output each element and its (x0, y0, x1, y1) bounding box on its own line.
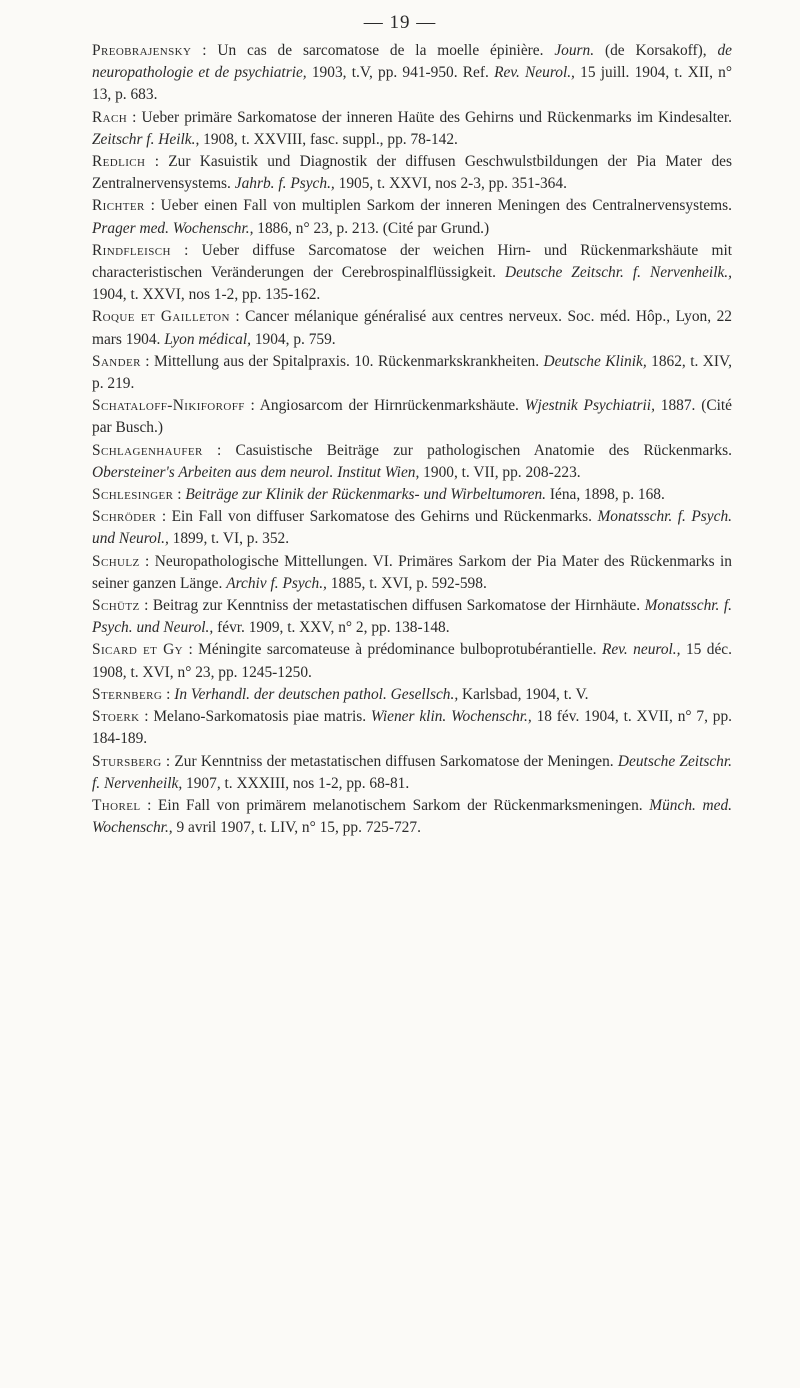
bibliography-entry (92, 151, 732, 195)
entry-text: 1907, t. XXXIII, nos 1-2, pp. 68-81. (182, 774, 410, 792)
entry-author: Richter (92, 197, 145, 215)
entry-text: : Neuropathologische Mittellungen. VI. Primäres Sarkom der Pia Mater des Rückenmarks in seiner ganzen Länge. (92, 552, 732, 592)
entry-author: Stursberg (92, 752, 162, 770)
entry-author: Stoerk (92, 708, 140, 726)
entry-author: Schröder (92, 508, 157, 526)
entry-journal: Archiv f. Psych., (226, 574, 327, 592)
bibliography-entry (92, 795, 732, 839)
entry-journal: Deutsche Zeitschr. f. Nervenheilk., (505, 264, 732, 282)
entry-text: 18 fév. 1904, t. XVII, n° 7, pp. 184-189. (92, 708, 732, 748)
entry-text: févr. 1909, t. XXV, n° 2, pp. 138-148. (213, 619, 450, 637)
entry-text: : Casuistische Beiträge zur pathologischen Anatomie des Rückenmarks. (202, 441, 732, 459)
entry-text: : Ein Fall von primärem melanotischem Sarkom der Rückenmarksmeningen. (140, 796, 650, 814)
entry-journal: Zeitschr f. Heilk., (92, 130, 200, 148)
entry-journal: Monatsschr. f. Psych. und Neurol., (92, 508, 733, 548)
entry-journal: Lyon médical, (164, 330, 251, 348)
page-number: — 19 — (363, 12, 437, 33)
entry-author: Thorel (92, 796, 141, 814)
bibliography-entry (92, 395, 732, 439)
entry-text: 15 juill. 1904, t. XII, n° 13, p. 683. (92, 64, 732, 104)
entry-text: : Mittellung aus der Spitalpraxis. 10. Rückenmarkskrankheiten. (140, 352, 544, 370)
entry-text: 1886, n° 23, p. 213. (Cité par Grund.) (253, 219, 490, 237)
entry-text: : Méningite sarcomateuse à prédominance bulboprotubérantielle. (183, 641, 602, 659)
entry-text: 1908, t. XXVIII, fasc. suppl., pp. 78-142. (199, 130, 458, 148)
entry-text: : Zur Kasuistik und Diagnostik der diffusen Geschwulstbildungen der Pia Mater des Zentralnervensystems. (92, 153, 732, 193)
bibliography-entry (92, 40, 732, 107)
bibliography-entry (92, 595, 732, 639)
entry-text: 1887. (Cité par Busch.) (92, 397, 732, 437)
entry-journal: Monatsschr. f. Psych. und Neurol., (92, 597, 732, 637)
entry-text: (de Korsakoff), (594, 42, 718, 59)
entry-text: : Un cas de sarcomatose de la moelle épinière. (191, 42, 555, 59)
entry-text: 1900, t. VII, pp. 208-223. (419, 463, 581, 481)
entry-text: 15 déc. 1908, t. XVI, n° 23, pp. 1245-1250. (92, 641, 732, 681)
bibliography-entry (92, 440, 732, 484)
entry-text: 1904, p. 759. (251, 330, 336, 348)
bibliography-entry (92, 551, 732, 595)
entry-journal: Deutsche Klinik, (543, 352, 647, 370)
entry-text: 1904, t. XXVI, nos 1-2, pp. 135-162. (92, 286, 321, 304)
entry-text: : (162, 685, 175, 703)
entry-text: 1885, t. XVI, p. 592-598. (326, 574, 487, 592)
entry-author: Sander (92, 352, 141, 370)
entry-author: Schataloff-Nikiforoff (92, 397, 245, 415)
bibliography-list (92, 40, 732, 839)
entry-journal: Deutsche Zeitschr. f. Nervenheilk, (92, 752, 732, 792)
entry-text: : Ueber primäre Sarkomatose der inneren Haüte des Gehirns und Rückenmarks im Kindesalter. (127, 108, 732, 126)
entry-text: : Cancer mélanique généralisé aux centres nerveux. Soc. méd. Hôp., Lyon, 22 mars 1904. (92, 308, 732, 348)
entry-journal: de neuropathologie et de psychiatrie, (92, 42, 732, 82)
entry-author: Schulz (92, 552, 140, 570)
bibliography-entry (92, 351, 732, 395)
entry-text: : Ueber diffuse Sarcomatose der weichen Hirn- und Rückenmarkshäute mit characteristischen Veränderungen der Cerebrospinalflüssigkeit. (92, 241, 732, 282)
entry-journal: Wjestnik Psychiatrii, (524, 397, 655, 415)
entry-text: : Melano-Sarkomatosis piae matris. (139, 708, 371, 726)
entry-author: Schlagenhaufer (92, 441, 203, 459)
entry-text: 1862, t. XIV, p. 219. (92, 352, 732, 393)
entry-journal: In Verhandl. der deutschen pathol. Gesellsch., (174, 685, 459, 703)
entry-journal: Rev. neurol., (601, 641, 681, 659)
entry-text: : Ueber einen Fall von multiplen Sarkom der inneren Meningen des Centralnervensystems. (144, 197, 732, 215)
entry-author: Roque et Gailleton (92, 308, 230, 326)
entry-journal: Münch. med. Wochenschr., (92, 796, 732, 837)
entry-author: Redlich (92, 153, 146, 171)
bibliography-entry (92, 684, 732, 706)
bibliography-entry (92, 506, 732, 550)
bibliography-entry (92, 107, 732, 151)
entry-journal: Journ. (554, 42, 595, 59)
entry-author: Schütz (92, 597, 140, 615)
bibliography-entry (92, 751, 732, 795)
entry-journal: Obersteiner's Arbeiten aus dem neurol. Institut Wien, (92, 463, 420, 481)
entry-text: : Zur Kenntniss der metastatischen diffusen Sarkomatose der Meningen. (161, 752, 618, 770)
bibliography-entry (92, 484, 732, 506)
bibliography-entry (92, 706, 732, 750)
entry-journal: Beiträge zur Klinik der Rückenmarks- und Wirbeltumoren. (185, 486, 547, 504)
entry-text: 1905, t. XXVI, nos 2-3, pp. 351-364. (334, 175, 567, 193)
entry-text: 1903, t.V, pp. 941-950. Ref. (306, 64, 495, 82)
entry-author: Schlesinger (92, 486, 174, 504)
entry-author: Rindfleisch (92, 241, 171, 259)
entry-author: Sicard et Gy (92, 641, 183, 659)
bibliography-entry (92, 240, 732, 307)
entry-text: : Angiosarcom der Hirnrückenmarkshäute. (244, 397, 525, 415)
entry-text: : (173, 486, 186, 504)
entry-text: 1899, t. VI, p. 352. (168, 530, 290, 548)
bibliography-entry (92, 306, 732, 350)
entry-text: : Beitrag zur Kenntniss der metastatischen diffusen Sarkomatose der Hirnhäute. (139, 597, 645, 615)
entry-author: Rach (92, 108, 128, 126)
entry-text: Karlsbad, 1904, t. V. (458, 685, 589, 703)
entry-journal: Rev. Neurol., (494, 64, 575, 82)
entry-author: Preobrajensky (92, 42, 192, 59)
bibliography-entry (92, 639, 732, 683)
entry-journal: Jahrb. f. Psych., (234, 175, 335, 193)
entry-journal: Wiener klin. Wochenschr., (370, 708, 532, 726)
bibliography-entry (92, 195, 732, 239)
entry-text: : Ein Fall von diffuser Sarkomatose des Gehirns und Rückenmarks. (156, 508, 598, 526)
entry-text: Iéna, 1898, p. 168. (546, 486, 665, 504)
entry-author: Sternberg (92, 685, 163, 703)
entry-journal: Prager med. Wochenschr., (92, 219, 254, 237)
entry-text: 9 avril 1907, t. LIV, n° 15, pp. 725-727. (172, 819, 421, 837)
